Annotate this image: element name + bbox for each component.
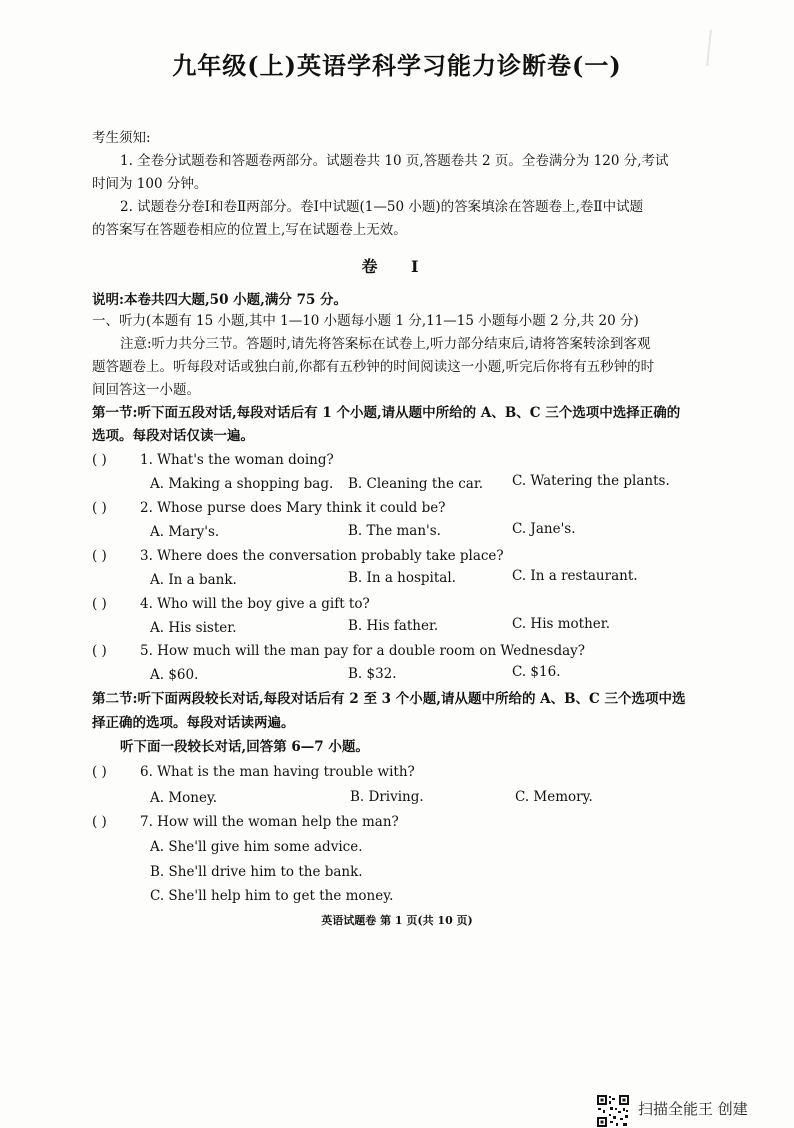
question-stem: 4. Who will the boy give a gift to?: [140, 596, 370, 612]
answer-blank[interactable]: ( ): [92, 500, 107, 516]
answer-blank[interactable]: ( ): [92, 596, 107, 612]
qr-code-icon: [596, 1094, 630, 1128]
option-c: C. His mother.: [512, 616, 611, 632]
scanner-watermark: 扫描全能王 创建: [638, 1100, 748, 1118]
option-c: C. Watering the plants.: [512, 473, 670, 489]
answer-blank[interactable]: ( ): [92, 764, 107, 780]
option-a: A. She'll give him some advice.: [150, 839, 363, 855]
option-a: A. His sister.: [150, 620, 237, 636]
option-a: A. Making a shopping bag.: [150, 476, 334, 492]
notice-item2-line1: 2. 试题卷分卷Ⅰ和卷Ⅱ两部分。卷Ⅰ中试题(1—50 小题)的答案填涂在答题卷上,卷Ⅱ中试题: [120, 199, 644, 215]
part1-line1: 第一节:听下面五段对话,每段对话后有 1 个小题,请从题中所给的 A、B、C 三个选项中选择正确的: [92, 405, 681, 421]
section1-note-line3: 间回答这一小题。: [92, 382, 200, 398]
answer-blank[interactable]: ( ): [92, 548, 107, 564]
explain-text: 说明:本卷共四大题,50 小题,满分 75 分。: [92, 292, 348, 308]
option-c: C. In a restaurant.: [512, 568, 638, 584]
option-a: A. In a bank.: [150, 572, 237, 588]
option-b: B. $32.: [348, 666, 397, 682]
notice-item1-line2: 时间为 100 分钟。: [92, 176, 208, 192]
option-c: C. She'll help him to get the money.: [150, 888, 394, 904]
answer-blank[interactable]: ( ): [92, 643, 107, 659]
option-c: C. Jane's.: [512, 521, 576, 537]
option-a: A. Money.: [150, 790, 218, 806]
part2-line2: 择正确的选项。每段对话读两遍。: [92, 715, 295, 731]
section1-note-line1: 注意:听力共分三节。答题时,请先将答案标在试卷上,听力部分结束后,请将答案转涂到客观: [120, 336, 651, 352]
notice-item1-line1: 1. 全卷分试题卷和答题卷两部分。试题卷共 10 页,答题卷共 2 页。全卷满分为 120 分,考试: [120, 153, 669, 169]
question-stem: 7. How will the woman help the man?: [140, 814, 399, 830]
part2-line1: 第二节:听下面两段较长对话,每段对话后有 2 至 3 个小题,请从题中所给的 A、B、C 三个选项中选: [92, 691, 686, 707]
option-b: B. She'll drive him to the bank.: [150, 864, 363, 880]
option-c: C. Memory.: [515, 789, 593, 805]
section1-note-line2: 题答题卷上。听每段对话或独白前,你都有五秒钟的时间阅读这一小题,听完后你将有五秒钟的时: [92, 359, 655, 375]
part1-line2: 选项。每段对话仅读一遍。: [92, 428, 254, 444]
option-a: A. Mary's.: [150, 524, 220, 540]
part2-intro: 听下面一段较长对话,回答第 6—7 小题。: [120, 739, 369, 755]
option-a: A. $60.: [150, 667, 199, 683]
option-b: B. Cleaning the car.: [348, 476, 484, 492]
option-b: B. His father.: [348, 618, 439, 634]
volume-heading: 卷 Ⅰ: [361, 257, 433, 276]
section1-heading: 一、听力(本题有 15 小题,其中 1—10 小题每小题 1 分,11—15 小题每小题 2 分,共 20 分): [92, 313, 639, 329]
question-stem: 1. What's the woman doing?: [140, 452, 334, 468]
notice-heading: 考生须知:: [92, 130, 151, 146]
answer-blank[interactable]: ( ): [92, 814, 107, 830]
option-c: C. $16.: [512, 664, 561, 680]
option-b: B. The man's.: [348, 523, 441, 539]
question-stem: 3. Where does the conversation probably take place?: [140, 548, 504, 564]
notice-item2-line2: 的答案写在答题卷相应的位置上,写在试题卷上无效。: [92, 222, 407, 238]
question-stem: 5. How much will the man pay for a double room on Wednesday?: [140, 643, 586, 659]
question-stem: 2. Whose purse does Mary think it could be?: [140, 500, 446, 516]
page-title: 九年级(上)英语学科学习能力诊断卷(一): [172, 51, 622, 80]
option-b: B. Driving.: [350, 789, 424, 805]
answer-blank[interactable]: ( ): [92, 452, 107, 468]
question-stem: 6. What is the man having trouble with?: [140, 764, 415, 780]
option-b: B. In a hospital.: [348, 570, 456, 586]
page-footer: 英语试题卷 第 1 页(共 10 页): [321, 914, 473, 927]
